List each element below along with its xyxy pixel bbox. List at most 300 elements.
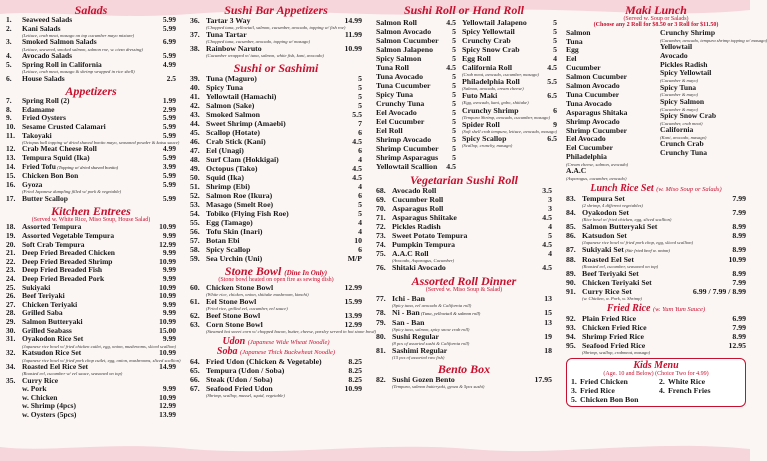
lunchrice-list (566, 194, 746, 302)
item-number: 61. (190, 297, 200, 307)
item-number: 59. (190, 253, 200, 263)
item-number: 57. (190, 235, 200, 245)
item-name: Fried Rice (580, 386, 615, 396)
item-number: 30. (6, 325, 16, 335)
menu-item (190, 137, 362, 146)
item-number: 5. (571, 395, 577, 405)
menu-item (376, 213, 552, 222)
item-number: 48. (190, 154, 200, 164)
item-price: 4 (358, 154, 362, 164)
item-name: Salmon (Sake) (206, 100, 255, 110)
item-number: 69. (376, 195, 386, 204)
item-description: (Lettuce, crab meat, masago on top cucumber mayo mixture) (22, 33, 135, 39)
item-number: 77. (376, 293, 386, 303)
item-number: 70. (376, 204, 386, 213)
item-number: 29. (6, 316, 16, 326)
item-name: San - Ban (392, 317, 425, 327)
item-name: Beef Teriyaki (22, 291, 65, 301)
friedrice-heading: Fried Rice (w. Yum Yum Sauce) (606, 302, 706, 314)
item-number: 58. (190, 244, 200, 254)
item-name: Oyakodon Rice Set (22, 334, 84, 344)
item-name: Tuna (Maguro) (206, 73, 257, 83)
item-number: 66. (190, 374, 200, 384)
item-name: Eel Stone Bowl (206, 297, 257, 307)
item-price: 9.99 (162, 384, 176, 394)
item-number: 2. (6, 23, 12, 33)
item-price: 4.5 (542, 213, 552, 222)
item-name: Salmon (566, 27, 591, 37)
menu-item (190, 155, 362, 164)
item-price: 5 (452, 126, 456, 135)
item-number: 17. (6, 193, 16, 203)
menu-item (6, 411, 176, 420)
kitchen-heading: Kitchen Entrees (51, 204, 131, 219)
column-1 (6, 3, 181, 457)
item-price: 8.99 (732, 269, 746, 279)
item-name: Octopus (Tako) (206, 163, 258, 173)
menu-item (462, 27, 557, 36)
item-price: 5.99 (162, 193, 176, 203)
item-name: Sesame Crusted Calamari (22, 121, 106, 131)
lunchrice-heading: Lunch Rice Set (w. Miso Soup or Salads) (590, 182, 722, 194)
item-name: Salmon Avocado (566, 81, 620, 91)
item-price: 9.99 (162, 273, 176, 283)
item-price: 4.5 (352, 136, 362, 146)
item-price: 8.99 (732, 230, 746, 240)
menu-item (190, 320, 362, 329)
item-name: Spicy Tuna (206, 82, 244, 92)
item-price: 5 (452, 45, 456, 54)
item-price: 4.5 (547, 63, 558, 72)
menu-item (6, 195, 176, 204)
item-price: 5.99 (162, 121, 176, 131)
item-name: Spicy Tuna (660, 82, 697, 92)
menu-item (376, 54, 456, 63)
item-number: 34. (6, 361, 16, 371)
menu-item (566, 287, 746, 296)
kids-list (571, 377, 741, 404)
item-description: (Cucumber & mayo) (660, 106, 699, 112)
item-price: 3 (548, 195, 552, 204)
item-name: Spicy Yellowtail (462, 27, 515, 36)
menu-item (376, 36, 456, 45)
item-name: Salmon Roe (Ikura) (206, 190, 273, 200)
item-price: 5 (548, 231, 552, 240)
item-number: 3. (571, 386, 577, 396)
menu-item (376, 263, 552, 272)
item-price: 6 (358, 127, 362, 137)
kids-subtitle: (Age. 10 and Below) (Choice Two for 4.99) (603, 370, 709, 377)
item-description: (2 shrimp, 4 different vegetables) (582, 202, 643, 208)
item-name: Chicken Bon Bon (580, 395, 639, 405)
item-name: Sashimi Regular (392, 346, 448, 356)
item-description: (Fried Japanese dumpling filled w/ pork & vegetable) (22, 189, 122, 195)
item-description: (Tempura Shrimp, avocado, cucumber, masago) (462, 114, 550, 120)
item-price: 5 (452, 27, 456, 36)
item-name: Tuna Cucumber (566, 89, 620, 99)
item-price: 1.99 (162, 96, 176, 106)
item-number: 18. (6, 222, 16, 232)
item-price: 8.99 (732, 245, 746, 255)
item-name: Salmon Roll (376, 18, 417, 27)
stonebowl-list (190, 282, 377, 335)
dinner-subtitle: (Served w. Miso Soup & Salad) (425, 287, 503, 294)
menu-item (190, 245, 362, 254)
item-name: French Fries (668, 386, 711, 396)
item-name: Spicy Scallop (206, 244, 251, 254)
menu-item (660, 84, 767, 93)
item-name: Shrimp (Ebi) (206, 181, 250, 191)
item-price: 4.5 (446, 18, 456, 27)
item-name: Yellowtail (660, 41, 693, 51)
item-name: w. Oysters (5pcs) (22, 409, 77, 419)
item-name: Masago (Smelt Roe) (206, 199, 274, 209)
menu-item (462, 36, 557, 45)
menu-item (190, 182, 362, 191)
item-price: 10 (354, 235, 362, 245)
item-price: 7.99 (732, 278, 746, 288)
item-description: (Chopped tuna, cucumber, avocado, topping w/ masago) (206, 39, 310, 45)
item-name: California (660, 124, 694, 134)
item-name: White Rice (668, 377, 706, 387)
salads-heading: Salads (74, 3, 108, 17)
item-price: 5 (452, 72, 456, 81)
menu-item (376, 195, 552, 204)
bento-list (376, 375, 552, 389)
item-number: 39. (190, 73, 200, 83)
menu-item (6, 363, 176, 372)
menu-item (660, 126, 767, 135)
item-number: 1. (6, 15, 12, 24)
menu-item (376, 108, 456, 117)
item-number: 74. (376, 240, 386, 249)
item-name: Corn Stone Bowl (206, 320, 263, 330)
item-price: 4.5 (446, 162, 456, 171)
item-price: 18 (544, 346, 552, 356)
menu-item (6, 132, 176, 141)
item-price: 4.99 (162, 59, 176, 69)
item-name: Shrimp Asparagus (376, 153, 439, 162)
menu-item (376, 45, 456, 54)
sushiroll-right-list (462, 18, 557, 171)
item-number: 4. (659, 386, 665, 396)
item-name: Crab Meat Cheese Roll (22, 144, 97, 154)
menu-item (6, 25, 176, 34)
item-number: 86. (566, 230, 576, 240)
item-price: 4 (548, 249, 552, 258)
item-number: 51. (190, 181, 200, 191)
item-name: Philadelphia Roll (462, 77, 520, 87)
sashimi-heading: Sushi or Sashimi (233, 60, 319, 75)
item-price: 10.99 (159, 256, 176, 266)
item-number: 7. (6, 96, 12, 106)
item-name: Tuna Avocado (376, 72, 424, 81)
item-number: 89. (566, 269, 576, 279)
item-price: 5 (358, 73, 362, 83)
item-number: 94. (566, 331, 576, 341)
item-price: 14.99 (159, 361, 176, 371)
menu-item (376, 231, 552, 240)
menu-item (376, 27, 456, 36)
item-number: 47. (190, 145, 200, 155)
item-price: 5 (452, 108, 456, 117)
menu-item (566, 278, 746, 287)
item-name: Tempura Squid (Ika) (22, 152, 90, 162)
stonebowl-heading: Stone Bowl (Dine In Only) (224, 263, 328, 278)
menu-item (190, 110, 362, 119)
item-name: Spicy Yellowtail (660, 68, 712, 78)
item-number: 92. (566, 313, 576, 323)
item-price: 5 (553, 36, 558, 45)
menu-item (190, 173, 362, 182)
menu-item (190, 119, 362, 128)
item-number: 73. (376, 231, 386, 240)
menu-item (660, 69, 767, 78)
maki-grid (566, 27, 767, 182)
item-name: w. Chicken (22, 392, 58, 402)
item-name: Eel (566, 54, 577, 64)
item-name: Yellowtail (Hamachi) (206, 91, 277, 101)
item-name: A.A.C (566, 166, 587, 176)
item-name: Deep Fried Breaded Fish (22, 265, 103, 275)
menu-item (660, 112, 767, 121)
item-number: 68. (376, 186, 386, 195)
item-number: 72. (376, 222, 386, 231)
item-price: 12.99 (159, 239, 176, 249)
item-number: 13. (6, 152, 16, 162)
menu-item (376, 249, 552, 258)
item-number: 28. (6, 308, 16, 318)
item-price: 15.00 (159, 325, 176, 335)
item-name: Eel (Unagi) (206, 145, 244, 155)
menu-item (190, 209, 362, 218)
item-name: Futo Maki (462, 91, 498, 101)
menu-item (462, 77, 557, 86)
menu-item (566, 323, 746, 332)
menu-item (190, 44, 362, 53)
menu-item (376, 126, 456, 135)
item-name: Crab Stick (Kani) (206, 136, 266, 146)
item-name: Spicy Tuna (376, 90, 414, 99)
item-price: 4 (548, 222, 552, 231)
item-name: Assorted Tempura (22, 222, 82, 232)
menu-item (190, 375, 362, 384)
menu-item (462, 45, 557, 54)
menu-item (190, 191, 362, 200)
item-name: House Salads (22, 73, 65, 83)
item-name: w. Shrimp (4pcs) (22, 401, 76, 411)
item-description: (Scallop, crunchy, masago) (462, 143, 513, 149)
item-name: Sushi Regular (392, 331, 440, 341)
item-description: (Rice bowl w/ fried chicken, egg, sliced scallion) (582, 216, 672, 222)
item-name: Tuna Roll (376, 63, 409, 72)
item-number: 1. (571, 377, 577, 387)
item-number: 63. (190, 320, 200, 330)
item-name: Pumpkin Tempura (392, 240, 456, 249)
menu-item (660, 149, 767, 158)
item-price: 9 (553, 119, 558, 129)
item-number: 22. (6, 256, 16, 266)
item-number: 27. (6, 299, 16, 309)
item-price: 4.99 (162, 144, 176, 154)
item-name: Shrimp Fried Rice (582, 331, 644, 341)
item-description: (Cucumber, crab meat) (660, 120, 703, 126)
item-price: 5.99 (162, 152, 176, 162)
item-number: 12. (6, 144, 16, 154)
item-inline-note: (Tuna, yellowtail & salmon roll) (419, 310, 481, 316)
item-name: Scallop (Hotate) (206, 127, 260, 137)
veg-list (376, 186, 552, 272)
item-price: 15.99 (344, 297, 362, 307)
menu-item (571, 377, 653, 386)
item-name: Yellowtail Scallion (376, 162, 438, 171)
item-price: 7.99 (732, 322, 746, 332)
item-name: Eel Cucumber (566, 143, 614, 153)
item-name: Cucumber (566, 63, 601, 73)
item-name: Pickles Radish (660, 59, 708, 69)
kids-heading: Kids Menu (633, 359, 679, 371)
kitchen-subtitle: (Served w. White Rice, Miso Soup, House Salad) (31, 217, 151, 224)
menu-item (376, 144, 456, 153)
item-price: 5.99 (162, 179, 176, 189)
item-name: Roasted Eel Rice Set (22, 361, 89, 371)
menu-item (6, 38, 176, 47)
item-price: 8.25 (348, 356, 362, 366)
item-description: (Shrimp, scallop, mussel, squid, vegetable) (206, 392, 285, 398)
item-name: Tuna Tartar (206, 30, 247, 40)
menu-item (190, 146, 362, 155)
item-price: 13 (544, 317, 552, 327)
item-price: 5 (452, 90, 456, 99)
item-name: Deep Fried Breaded Pork (22, 273, 105, 283)
item-number: 65. (190, 365, 200, 375)
item-description: (Roasted eel, cucumber w/ eel sauce, seasoned on top) (22, 371, 123, 377)
item-number: 21. (6, 248, 16, 258)
item-price: 4.5 (542, 240, 552, 249)
item-number: 93. (566, 322, 576, 332)
item-number: 80. (376, 331, 386, 341)
item-name: Spring Roll in California (22, 59, 102, 69)
menu-item (462, 54, 557, 63)
item-price: 9.99 (162, 308, 176, 318)
item-number: 45. (190, 127, 200, 137)
item-price: 5 (452, 135, 456, 144)
menu-item (190, 297, 362, 306)
item-price: 5.99 (162, 130, 176, 140)
item-name: Butter Scallop (22, 193, 68, 203)
menu-item (376, 346, 552, 355)
item-name: Asparagus Roll (392, 204, 444, 213)
item-description: (Steamed hot sweet corn w/ chopped bacon, butter, cheese, parsley served in hot stone bowl) (206, 329, 377, 335)
item-description: (Cucumber & mayo) (660, 78, 699, 84)
item-description: (Asparagus, cucumber, avocado) (566, 176, 627, 182)
item-price: 13 (544, 293, 552, 303)
appetizers-list (6, 96, 180, 203)
item-name: Curry Rice (22, 375, 59, 385)
menu-item (571, 386, 653, 395)
menu-item (462, 91, 557, 100)
item-number: 88. (566, 255, 576, 265)
item-number: 44. (190, 118, 200, 128)
item-name: Sea Urchin (Uni) (206, 253, 263, 263)
item-number: 81. (376, 346, 386, 356)
item-description: (15 pcs of assorted raw fish) (392, 355, 445, 361)
maki-right-list (660, 29, 767, 182)
item-name: Deep Fried Breaded Chicken (22, 248, 115, 258)
item-number: 14. (6, 161, 16, 171)
menu-item (462, 63, 557, 72)
item-name: Crunchy Tuna (660, 147, 708, 157)
item-name: Egg (Tamago) (206, 217, 253, 227)
salads-list (6, 16, 176, 83)
menu-item (376, 162, 456, 171)
menu-item (190, 254, 362, 263)
item-description: (8 pcs of assorted sushi & California roll) (392, 340, 470, 346)
item-number: 83. (566, 193, 576, 203)
item-description: (Japanese rice bowl w/ fried pork chop, egg, sliced scallion) (582, 239, 694, 245)
item-name: Ichi - Ban (392, 293, 425, 303)
item-number: 67. (190, 383, 200, 393)
menu-item (376, 332, 552, 341)
item-price: 6 (358, 190, 362, 200)
item-name: Spring Roll (2) (22, 96, 70, 106)
menu-item (190, 30, 362, 39)
item-name: Beef Stone Bowl (206, 311, 261, 321)
item-price: 10.99 (159, 291, 176, 301)
item-price: 8.99 (732, 331, 746, 341)
maki-subtitle: (Served w. Soup or Salads) (623, 16, 689, 22)
menu-item (462, 106, 557, 115)
item-name: Chicken Bon Bon (22, 171, 79, 181)
item-name: Salmon Jalapeno (376, 45, 433, 54)
item-name: Philadelphia (566, 152, 607, 162)
item-price: 5 (452, 99, 456, 108)
item-description: (Salmon, avocado, cream cheese) (462, 86, 524, 92)
item-price: 7 (358, 118, 362, 128)
item-description: (Japanese rice bowl w/ fried chicken cutlet, egg, onion, mushrooms, sliced scallion) (22, 343, 177, 349)
item-name: Tartar 3 Way (206, 16, 251, 25)
item-description: (Roasted eel, cucumber, seasoned on top) (582, 264, 659, 270)
item-price: 13.99 (344, 311, 362, 321)
item-price: 4.5 (352, 172, 362, 182)
item-number: 42. (190, 100, 200, 110)
item-price: 14.99 (344, 16, 362, 25)
sushiroll-heading: Sushi Roll or Hand Roll (403, 3, 525, 17)
item-price: 5 (358, 199, 362, 209)
item-price: 9.99 (162, 334, 176, 344)
menu-item (659, 377, 741, 386)
item-name: Fried Udon (Chicken & Vegetable) (206, 356, 322, 366)
item-name: Cucumber Roll (392, 195, 444, 204)
maki-heading: Maki Lunch (625, 3, 687, 17)
item-price: 4.5 (352, 163, 362, 173)
item-number: 56. (190, 226, 200, 236)
item-number: 8. (6, 104, 12, 114)
item-name: w. Pork (22, 384, 47, 394)
item-description: (Soft shell crab tempura, lettuce, avocado, masago) (462, 128, 558, 134)
item-price: 4 (358, 217, 362, 227)
item-price: 10.99 (344, 383, 362, 393)
menu-item (566, 153, 654, 162)
item-name: Tuna (566, 36, 583, 46)
item-price: 6 (358, 244, 362, 254)
item-number: 50. (190, 172, 200, 182)
menu-item (566, 194, 746, 203)
menu-item (376, 240, 552, 249)
item-price: 5.99 (162, 113, 176, 123)
item-name: Spicy Snow Crab (660, 110, 717, 120)
item-price: 5 (553, 45, 558, 54)
